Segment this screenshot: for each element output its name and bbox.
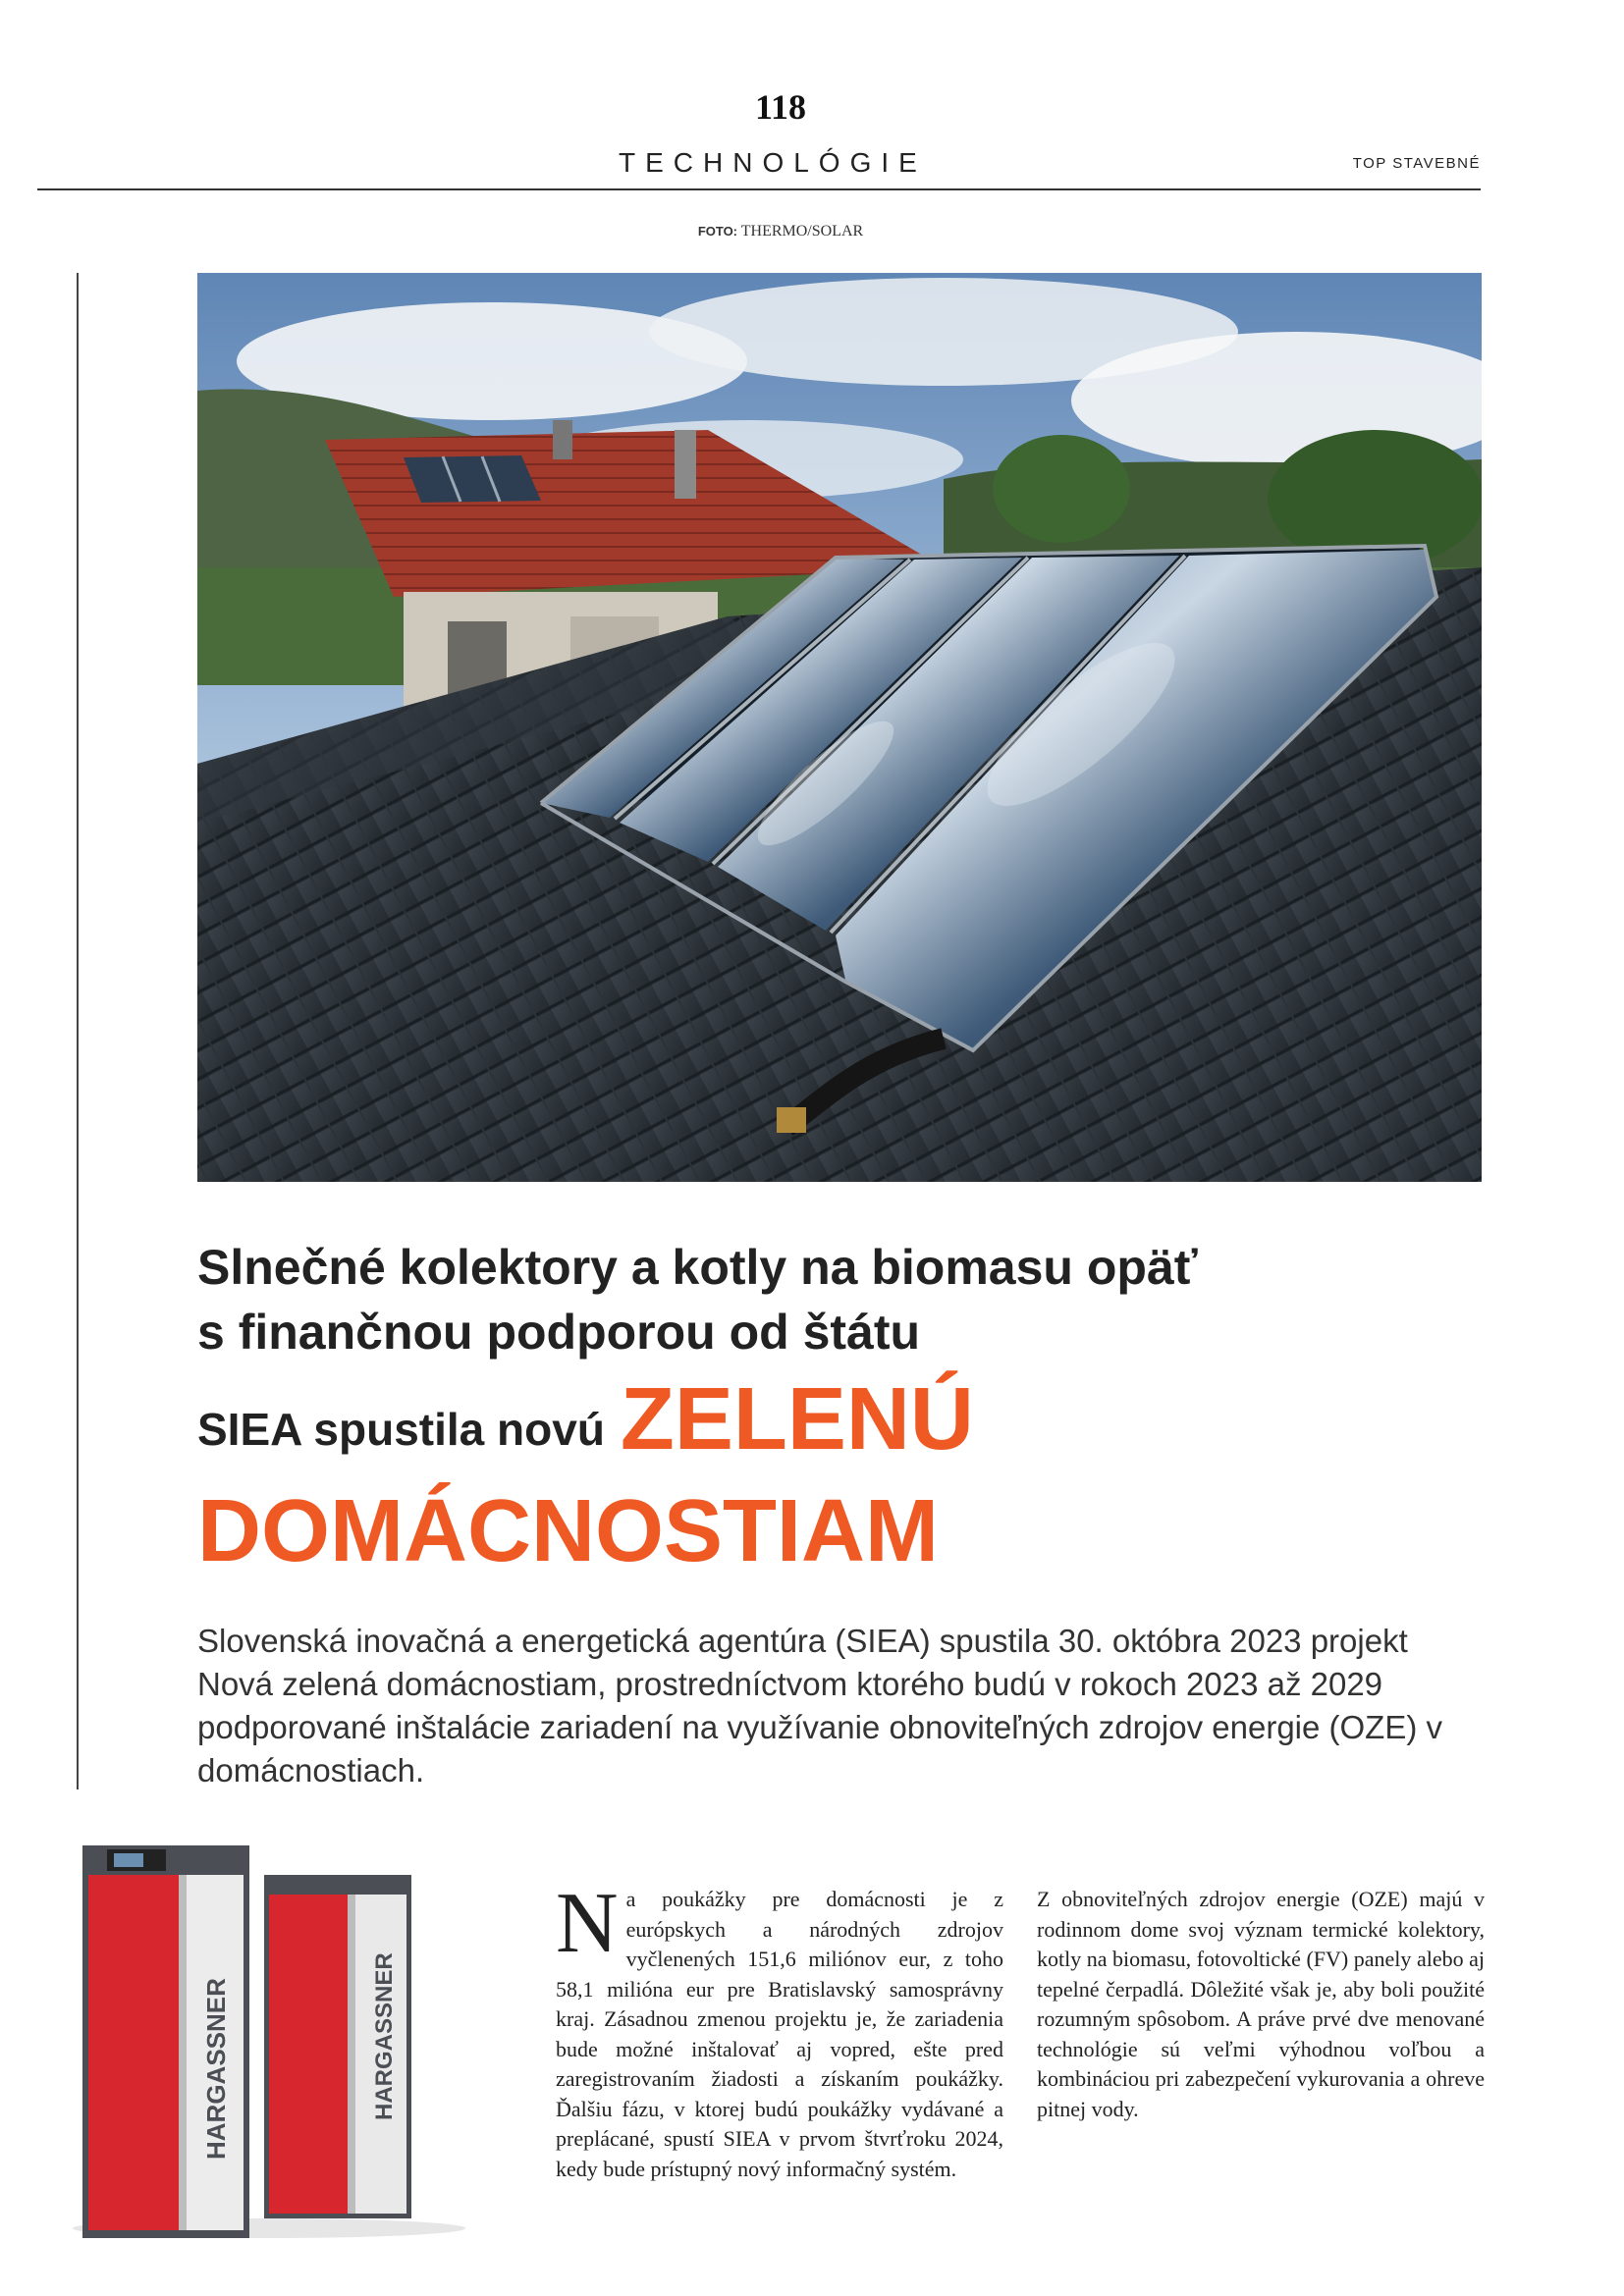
drop-cap: N	[556, 1876, 619, 1971]
magazine-name: TOP STAVEBNÉ	[1352, 155, 1481, 172]
article-lead: Slovenská inovačná a energetická agentúra (SIEA) spustila 30. októbra 2023 projekt Nová zelená domácnostiam, prostredníctvom ktorého budú v rokoch 2023 až 2029 podporované inštalácie zariadení na využívanie obnoviteľných zdrojov energie (OZE) v domácnostiach.	[197, 1623, 1443, 1789]
section-title: TECHNOLÓGIE	[619, 147, 927, 178]
hero-photo-solar-collectors	[197, 273, 1482, 1182]
subhead-prefix: SIEA spustila novú	[197, 1404, 605, 1455]
body-column-2: Z obnoviteľných zdrojov energie (OZE) majú v rodinnom dome svoj význam termické kolektory, kotly na biomasu, fotovoltické (FV) panely alebo aj tepelné čerpadlá. Dôležité však je, aby boli použité rozumným spôsobom. A práve prvé dve menované technológie sú veľmi výhodnou voľbou a kombináciou pri zabezpečení vykurovania a ohreve pitnej vody.	[1037, 1887, 1485, 2121]
article-headline	[197, 1235, 1474, 1364]
product-photo-boilers	[63, 1836, 471, 2240]
body-text-1: a poukážky pre domácnosti je z európskych a národných zdrojov vyčlenených 151,6 miliónov eur, z toho 58,1 milióna eur pre Bratislavský samosprávny kraj. Zásadnou zmenou projektu je, že zariadenia bude možné inštalovať aj vopred, ešte pred zaregistrovaním žiadosti a získaním poukážky. Ďalšiu fázu, v ktorej budú poukážky vydávané a preplácané, spustí SIEA v prvom štvrťroku 2024, kedy bude prístupný nový informačný systém.	[556, 1887, 1003, 2181]
subhead-accent-2: DOMÁCNOSTIAM	[197, 1482, 939, 1580]
photo-credit	[0, 223, 1561, 240]
left-margin-rule	[77, 273, 79, 1789]
body-column-1	[556, 1876, 1003, 2184]
boiler-brand-front: HARGASSNER	[201, 1978, 231, 2160]
headline-line-2: s finančnou podporou od štátu	[197, 1305, 921, 1360]
photo-credit-source: THERMO/SOLAR	[740, 223, 864, 240]
headline-line-1: Slnečné kolektory a kotly na biomasu opäť	[197, 1240, 1198, 1295]
boiler-brand-back: HARGASSNER	[371, 1952, 398, 2120]
page-number: 118	[754, 87, 806, 127]
photo-credit-label: FOTO:	[697, 224, 738, 239]
subhead-accent-1: ZELENÚ	[620, 1370, 974, 1468]
article-subheadline	[197, 1370, 1474, 1468]
header-divider	[37, 188, 1481, 190]
